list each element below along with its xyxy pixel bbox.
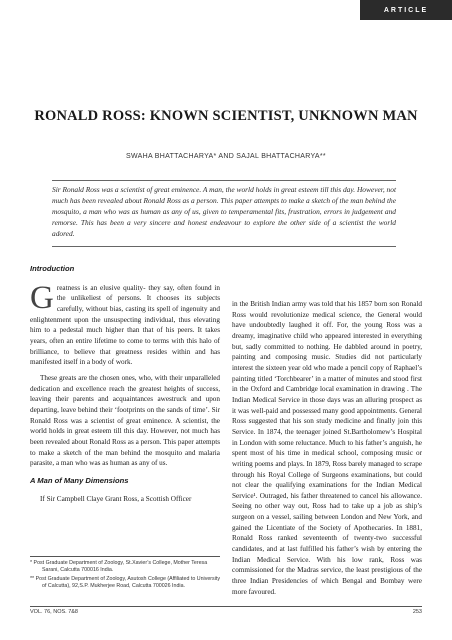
footnotes: [30, 556, 220, 592]
footnote-1: * Post Graduate Department of Zoology, St.Xavier’s College, Mother Teresa Sarani, Calcutta 700016 India.: [30, 560, 208, 573]
intro-paragraph-1: [30, 279, 220, 368]
footer-volume: VOL. 76, NOS. 7&8: [30, 609, 78, 615]
intro-paragraph-2: These greats are the chosen ones, who, with their unparalleled dedication and excellence reach the greatest heights of success, leaving their parents and acquaintances awestruck and upon departing, leave behind their ‘footprints on the sands of time’. Sir Ronald Ross was a scientist of great eminence. A scientist, the world holds in great esteem till this day. However, not much has been revealed about Ronald Ross as a person. This paper attempts to make a sketch of the man behind the mosquito and malaria parasite, a man who was as human as any of us.: [30, 373, 220, 468]
section-heading-introduction: Introduction: [30, 264, 75, 273]
article-section-tag: ARTICLE: [360, 0, 452, 20]
drop-cap: G: [30, 279, 54, 316]
authors-line: SWAHA BHATTACHARYA* AND SAJAL BHATTACHARYA**: [126, 153, 326, 160]
footer-page-number: 253: [412, 609, 422, 615]
abstract-top-rule: [52, 180, 396, 181]
section-heading-many-dimensions: A Man of Many Dimensions: [30, 475, 129, 485]
abstract-text: Sir Ronald Ross was a scientist of great eminence. A man, the world holds in great esteem till this day. However, not much has been revealed about Ronald Ross as a person. This paper attempts to make a sketch of the man behind the mosquito, a man who was as human as any of us, given to temperamental fits, frustration, errors in judgement and remorse. This has been a very sincere and honest endeavour to explore the other side of a scientist the world adored.: [52, 185, 396, 238]
left-column: [30, 264, 220, 510]
abstract-bottom-rule: [52, 246, 396, 247]
article-title: RONALD ROSS: KNOWN SCIENTIST, UNKNOWN MAN: [34, 108, 418, 124]
intro-paragraph-1-text: reatness is an elusive quality- they say, often found in the unlikeliest of persons. It chooses its subjects carefully, without bias, casting its spell of ingenuity and enlightenment upon the unsuspecting individual, thus elevating him to a pedestal much higher than that of his peers. It takes years, often an entire lifetime to come to terms with this halo of brilliance, to believe that greatness resides within and has manifested itself in a body of work.: [30, 283, 220, 367]
footnote-2: ** Post Graduate Department of Zoology, Asutosh College (Affiliated to University of Calcutta), 92,S.P. Mukherjee Road, Calcutta 700026 India.: [30, 576, 220, 589]
section2-paragraph-1: If Sir Campbell Claye Grant Ross, a Scottish Officer: [40, 495, 192, 504]
right-column: [232, 299, 422, 602]
footer-rule: [30, 606, 422, 607]
right-column-paragraph: in the British Indian army was told that his 1857 born son Ronald Ross would revolutionize medical science, the General would have undoubtedly laughed it off. For, the young Ross was a dreamy, imaginative child who appeared interested in everything but, sadly committed to nothing. He dabbled around in poetry, painting and composing music. Studies did not particularly interest the sixteen year old who made a pencil copy of Raphael’s painting titled ‘Torchbearer’ in a matter of minutes and stood first in the Oxford and Cambridge local examination in drawing . The Indian Medical Service in those days was an alluring prospect as it was well-paid and possessed many good appointments. General Ross suggested that his son study medicine and finally join this Service. In 1874, the teenager joined St.Bartholomew’s Hospital in London with some reluctance. Much to his father’s anguish, he spent most of his time in medical school, composing music or writing poems and plays. In 1879, Ross barely managed to scrape through his Royal College of Surgeons examinations, but could not clear the qualifying examinations for the Indian Medical Service¹. Outraged, his father threatened to cancel his allowance. Seeing no other way out, Ross had to take up a job as ship’s surgeon on a vessel, sailing between London and New York, and gained the Licentiate of the Society of Apothecaries. In 1881, Ronald Ross ranked seventeenth of twenty-two successful candidates, and at last fulfilled his father’s wish by entering the Indian Medical Service. With his low rank, Ross was commissioned for the Madras service, the least prestigious of the three Indian Presidencies of which Bengal and Bombay were more favoured.: [232, 300, 422, 596]
